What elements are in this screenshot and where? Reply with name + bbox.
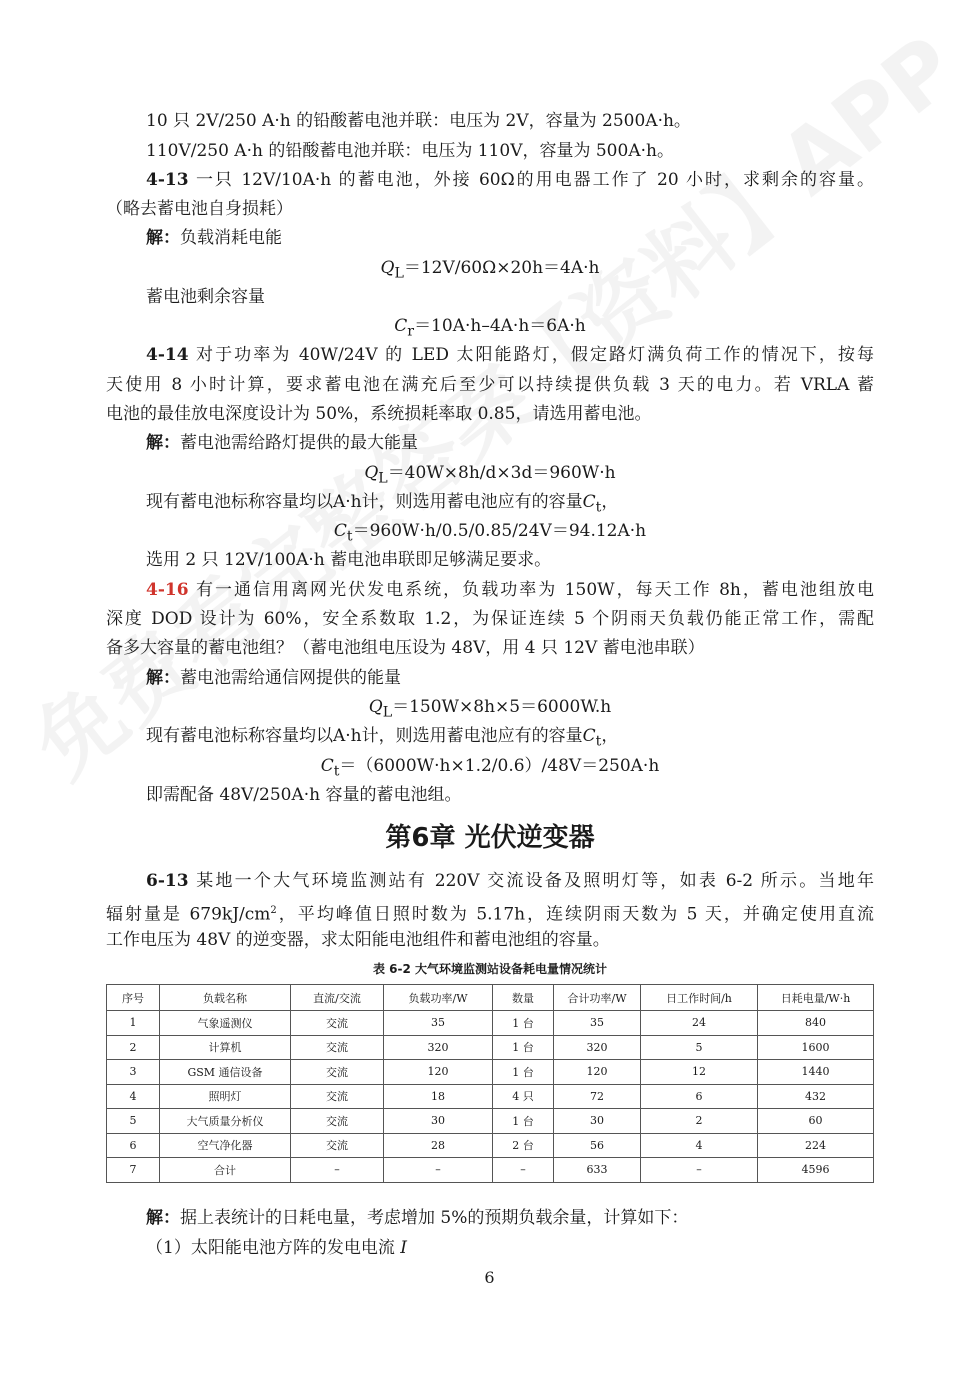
table-cell: 照明灯 xyxy=(160,1084,291,1109)
table-cell: 224 xyxy=(758,1133,874,1158)
problem-number: 6-13 xyxy=(146,871,189,891)
table-cell: 120 xyxy=(554,1060,641,1085)
table-row xyxy=(107,1035,874,1060)
table-header-row xyxy=(107,985,874,1011)
table-caption: 表 6-2 大气环境监测站设备耗电量情况统计 xyxy=(372,962,608,976)
table-cell: 35 xyxy=(554,1011,641,1036)
table-cell: 合计 xyxy=(160,1158,291,1183)
table-cell: 交流 xyxy=(291,1035,384,1060)
table-cell: 2 xyxy=(641,1109,758,1134)
table-cell: 4 xyxy=(107,1084,160,1109)
table-cell: 18 xyxy=(384,1084,493,1109)
column-header: 日耗电量/W·h xyxy=(758,985,874,1011)
table-cell: 30 xyxy=(384,1109,493,1134)
table-row xyxy=(107,1109,874,1134)
table-cell: 120 xyxy=(384,1060,493,1085)
table-cell: 5 xyxy=(641,1035,758,1060)
column-header: 负载功率/W xyxy=(384,985,493,1011)
table-cell: 12 xyxy=(641,1060,758,1085)
table-cell: 1 台 xyxy=(493,1109,554,1134)
table-cell: – xyxy=(641,1158,758,1183)
table-cell: 交流 xyxy=(291,1084,384,1109)
table-row xyxy=(107,1158,874,1183)
solution-text: 负载消耗电能 xyxy=(180,228,282,248)
table-row xyxy=(107,1084,874,1109)
table-cell: 5 xyxy=(107,1109,160,1134)
column-header: 合计功率/W xyxy=(554,985,641,1011)
table-cell: 72 xyxy=(554,1084,641,1109)
table-cell: 633 xyxy=(554,1158,641,1183)
problem-text-cont: 工作电压为 48V 的逆变器，求太阳能电池组件和蓄电池组的容量。 xyxy=(106,930,610,950)
problem-number: 4-13 xyxy=(146,170,189,190)
problem-text-cont: （略去蓄电池自身损耗） xyxy=(106,199,293,219)
table-cell: 1440 xyxy=(758,1060,874,1085)
table-cell: 大气质量分析仪 xyxy=(160,1109,291,1134)
solution-line xyxy=(146,223,874,253)
column-header: 序号 xyxy=(107,985,160,1011)
table-row xyxy=(107,1133,874,1158)
table-cell: 空气净化器 xyxy=(160,1133,291,1158)
paragraph-line: 110V/250 A·h 的铅酸蓄电池并联：电压为 110V，容量为 500A·h。 xyxy=(146,141,674,161)
table-cell: 6 xyxy=(641,1084,758,1109)
problem-text: 一只 12V/10A·h 的蓄电池，外接 60Ω的用电器工作了 20 小时，求剩余的容量。 xyxy=(188,170,874,190)
column-header: 数量 xyxy=(493,985,554,1011)
problem-text-cont: 深度 DOD 设计为 60%，安全系数取 1.2，为保证连续 5 个阴雨天负载仍能正常工作，需配 xyxy=(106,609,874,629)
data-table xyxy=(106,984,874,1183)
table-row xyxy=(107,1060,874,1085)
table-cell: 3 xyxy=(107,1060,160,1085)
table-cell: – xyxy=(493,1158,554,1183)
table-cell: 交流 xyxy=(291,1060,384,1085)
table-cell: 气象遥测仪 xyxy=(160,1011,291,1036)
table-row xyxy=(107,1011,874,1036)
solution-label: 解： xyxy=(146,228,180,248)
formula: $C_t=(6000W\cdot h\times 1.2/0.6)/48V=250A\cdot h$ xyxy=(320,756,660,780)
problem-4-16: 4-16 有一通信用离网光伏发电系统，负载功率为 150W，每天工作 8h，蓄电池组放电 xyxy=(146,580,874,600)
table-cell: – xyxy=(384,1158,493,1183)
paragraph-line: 蓄电池剩余容量 xyxy=(146,287,265,307)
problem-6-13: 6-13 某地一个大气环境监测站有 220V 交流设备及照明灯等，如表 6-2 所示。当地年 xyxy=(146,871,874,891)
formula: $C_t=960W\cdot h/0.5/0.85/24V=94.12A\cdot h$ xyxy=(333,521,647,545)
table-cell: 840 xyxy=(758,1011,874,1036)
paragraph-line: 即需配备 48V/250A·h 容量的蓄电池组。 xyxy=(146,785,462,805)
solution-line: 解：据上表统计的日耗电量，考虑增加 5%的预期负载余量，计算如下： xyxy=(146,1208,689,1228)
problem-text-cont: 天使用 8 小时计算，要求蓄电池在满充后至少可以持续提供负载 3 天的电力。若 VRLA 蓄 xyxy=(106,375,874,395)
paragraph-line: 现有蓄电池标称容量均以A·h计，则选用蓄电池应有的容量$C_t$， xyxy=(146,492,619,516)
paragraph-line: 选用 2 只 12V/100A·h 蓄电池串联即足够满足要求。 xyxy=(146,550,552,570)
problem-text-cont: 备多大容量的蓄电池组？（蓄电池组电压设为 48V，用 4 只 12V 蓄电池串联） xyxy=(106,638,705,658)
paragraph-line: 10 只 2V/250 A·h 的铅酸蓄电池并联：电压为 2V，容量为 2500A·h。 xyxy=(146,111,691,131)
table-cell: 1 xyxy=(107,1011,160,1036)
table-cell: GSM 通信设备 xyxy=(160,1060,291,1085)
table-cell: 1 台 xyxy=(493,1035,554,1060)
paragraph-line: 现有蓄电池标称容量均以A·h计，则选用蓄电池应有的容量$C_t$， xyxy=(146,726,619,750)
table-cell: 56 xyxy=(554,1133,641,1158)
table-cell: 4596 xyxy=(758,1158,874,1183)
table-cell: 1 台 xyxy=(493,1060,554,1085)
table-cell: – xyxy=(291,1158,384,1183)
table-cell: 320 xyxy=(554,1035,641,1060)
table-cell: 交流 xyxy=(291,1109,384,1134)
formula: $C_r=10A\cdot h-4A\cdot h=6A\cdot h$ xyxy=(394,316,586,340)
table-cell: 24 xyxy=(641,1011,758,1036)
paragraph-line: （1）太阳能电池方阵的发电电流 I xyxy=(146,1238,407,1258)
table-cell: 2 xyxy=(107,1035,160,1060)
problem-number: 4-16 xyxy=(146,580,189,600)
solution-line: 解：蓄电池需给通信网提供的能量 xyxy=(146,668,401,688)
table-cell: 4 xyxy=(641,1133,758,1158)
table-cell: 1 台 xyxy=(493,1011,554,1036)
table-cell: 30 xyxy=(554,1109,641,1134)
table-cell: 6 xyxy=(107,1133,160,1158)
problem-4-13 xyxy=(146,165,874,195)
problem-text-cont: 电池的最佳放电深度设计为 50%，系统损耗率取 0.85，请选用蓄电池。 xyxy=(106,404,652,424)
table-cell: 计算机 xyxy=(160,1035,291,1060)
table-cell: 35 xyxy=(384,1011,493,1036)
formula: $Q_L=150W\times 8h\times 5=6000W.h$ xyxy=(368,697,612,721)
table-cell: 交流 xyxy=(291,1011,384,1036)
table-cell: 4 只 xyxy=(493,1084,554,1109)
table-cell: 432 xyxy=(758,1084,874,1109)
table-cell: 320 xyxy=(384,1035,493,1060)
column-header: 直流/交流 xyxy=(291,985,384,1011)
column-header: 日工作时间/h xyxy=(641,985,758,1011)
problem-4-14: 4-14 对于功率为 40W/24V 的 LED 太阳能路灯，假定路灯满负荷工作的情况下，按每 xyxy=(146,345,874,365)
formula: $Q_L=40W\times 8h/d\times 3d=960W\cdot h$ xyxy=(364,463,616,487)
table-cell: 交流 xyxy=(291,1133,384,1158)
table-cell: 28 xyxy=(384,1133,493,1158)
column-header: 负载名称 xyxy=(160,985,291,1011)
table-cell: 1600 xyxy=(758,1035,874,1060)
table-cell: 7 xyxy=(107,1158,160,1183)
table-cell: 2 台 xyxy=(493,1133,554,1158)
formula: $Q_L=12V/60\Omega\times 20h=4A\cdot h$ xyxy=(380,258,600,282)
page-number: 6 xyxy=(484,1268,495,1287)
problem-text-cont: 辐射量是 $679kJ/cm^2$，平均峰值日照时数为 5.17h，连续阴雨天数为 5 天，并确定使用直流 xyxy=(106,904,874,925)
table-cell: 60 xyxy=(758,1109,874,1134)
problem-number: 4-14 xyxy=(146,345,189,365)
solution-line: 解：蓄电池需给路灯提供的最大能量 xyxy=(146,433,418,453)
chapter-title: 第6章 光伏逆变器 xyxy=(385,823,595,853)
